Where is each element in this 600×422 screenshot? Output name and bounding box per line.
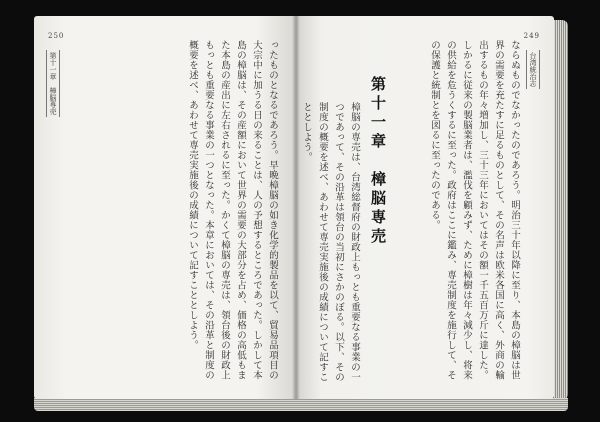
right-running-head: 台湾統治志 <box>526 50 540 89</box>
right-page <box>296 16 554 399</box>
right-page-number: 249 <box>523 32 540 40</box>
left-running-head: 第十一章 樟脳専売 <box>46 50 60 117</box>
chapter-title: 第十一章 樟脳専売 <box>369 76 387 247</box>
page-edges-right <box>554 20 568 400</box>
left-body-text: ったものとなるであろう。早晩樟脳の如き化学的製品を以て、貿易品項目の大宗中に加うる日の来ることは、人の予想するところであった。しかして本島の樟脳は、その産額において世界の需要の大部分を占め、価格の高低もまた本島の産出に左右されるに至った。かくて樟脳の専売は、領台後の財政上もっとも重要なる事業の一つとなった。本章においては、その沿革と制度の概要を述べ、あわせて専売実施後の成績について記すこととしよう。 <box>187 40 278 380</box>
left-page <box>34 16 296 399</box>
right-body-text: ならぬものでなかったのであろう。明治三十年以降に至り、本島の樟脳は世界の需要を充たすに足るものとして、その名声は欧米各国に高く、外商の輸出するもの年々増加し、三十三年においてはその額一千五百万斤に達した。しかるに従来の製脳業者は、濫伐を顧みず、ために樟樹は年々減少し、将来の供給を危うくするに至った。政府はここに鑑み、専売制度を施行して、その保護と統制とを図るに至ったのである。 <box>429 40 520 380</box>
chapter-intro-text: 樟脳の専売は、台湾総督府の財政上もっとも重要なる事業の一つであって、その沿革は領台の当初にさかのぼる。以下、その制度の概要を述べ、あわせて専売実施後の成績について記すこととしよう。 <box>301 102 360 382</box>
page-edges-bottom <box>34 398 568 411</box>
book-gutter <box>292 16 300 399</box>
left-page-number: 250 <box>48 32 65 40</box>
open-book <box>34 16 568 411</box>
